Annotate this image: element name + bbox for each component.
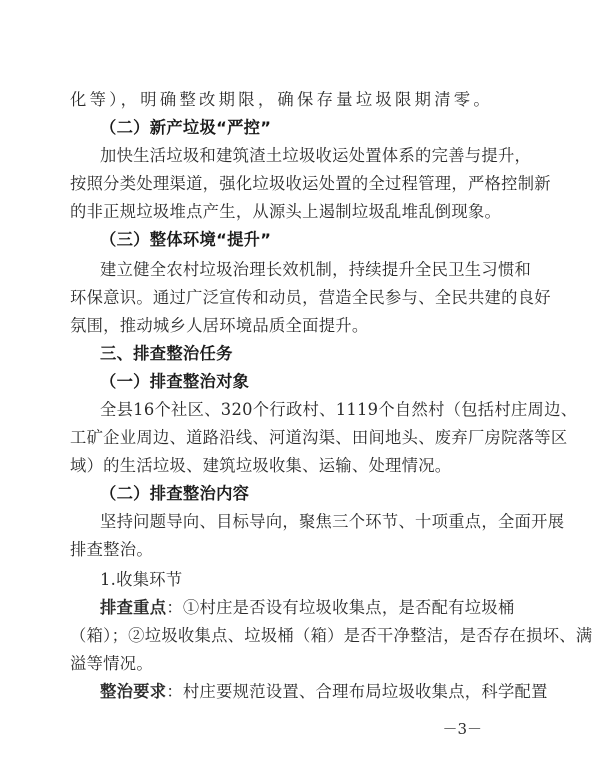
paragraph-line: 工矿企业周边、道路沿线、河道沟渠、田间地头、废弃厂房院落等区 — [70, 428, 568, 447]
paragraph-line — [100, 682, 548, 702]
paragraph-line: 氛围，推动城乡人居环境品质全面提升。 — [70, 316, 369, 335]
paragraph-line: 化等），明确整改期限，确保存量垃圾限期清零。 — [70, 90, 490, 109]
check-focus-text: ：①村庄是否设有垃圾收集点，是否配有垃圾桶 — [166, 598, 515, 617]
paragraph-line: 坚持问题导向、目标导向，聚焦三个环节、十项重点，全面开展 — [100, 512, 565, 531]
section-heading: （二）排查整治内容 — [100, 484, 250, 503]
section-heading: （一）排查整治对象 — [100, 372, 250, 391]
rectify-req-text: ：村庄要规范设置、合理布局垃圾收集点，科学配置 — [166, 682, 548, 701]
page-number: －3－ — [442, 720, 482, 738]
paragraph-line: 全县16个社区、320个行政村、1119个自然村（包括村庄周边、 — [100, 400, 578, 419]
paragraph-line: 域）的生活垃圾、建筑垃圾收集、运输、处理情况。 — [70, 456, 452, 475]
subsection-heading: 1.收集环节 — [100, 570, 183, 589]
paragraph-line: 按照分类处理渠道，强化垃圾收运处置的全过程管理，严格控制新 — [70, 174, 551, 193]
rectify-req-label: 整治要求 — [100, 682, 167, 701]
paragraph-line: 建立健全农村垃圾治理长效机制，持续提升全民卫生习惯和 — [100, 260, 532, 279]
check-focus-label: 排查重点 — [100, 598, 167, 617]
section-heading: （二）新产垃圾“严控” — [100, 118, 272, 137]
paragraph-line: 溢等情况。 — [70, 654, 153, 673]
paragraph-line — [100, 598, 515, 618]
paragraph-line: （箱）；②垃圾收集点、垃圾桶（箱）是否干净整洁，是否存在损坏、满 — [70, 626, 592, 645]
chapter-heading: 三、排查整治任务 — [100, 344, 233, 363]
paragraph-line: 的非正规垃圾堆点产生，从源头上遏制垃圾乱堆乱倒现象。 — [70, 202, 502, 221]
paragraph-line: 排查整治。 — [70, 540, 153, 559]
paragraph-line: 环保意识。通过广泛宣传和动员，营造全民参与、全民共建的良好 — [70, 288, 551, 307]
paragraph-line: 加快生活垃圾和建筑渣土垃圾收运处置体系的完善与提升， — [100, 146, 532, 165]
section-heading: （三）整体环境“提升” — [100, 230, 272, 249]
